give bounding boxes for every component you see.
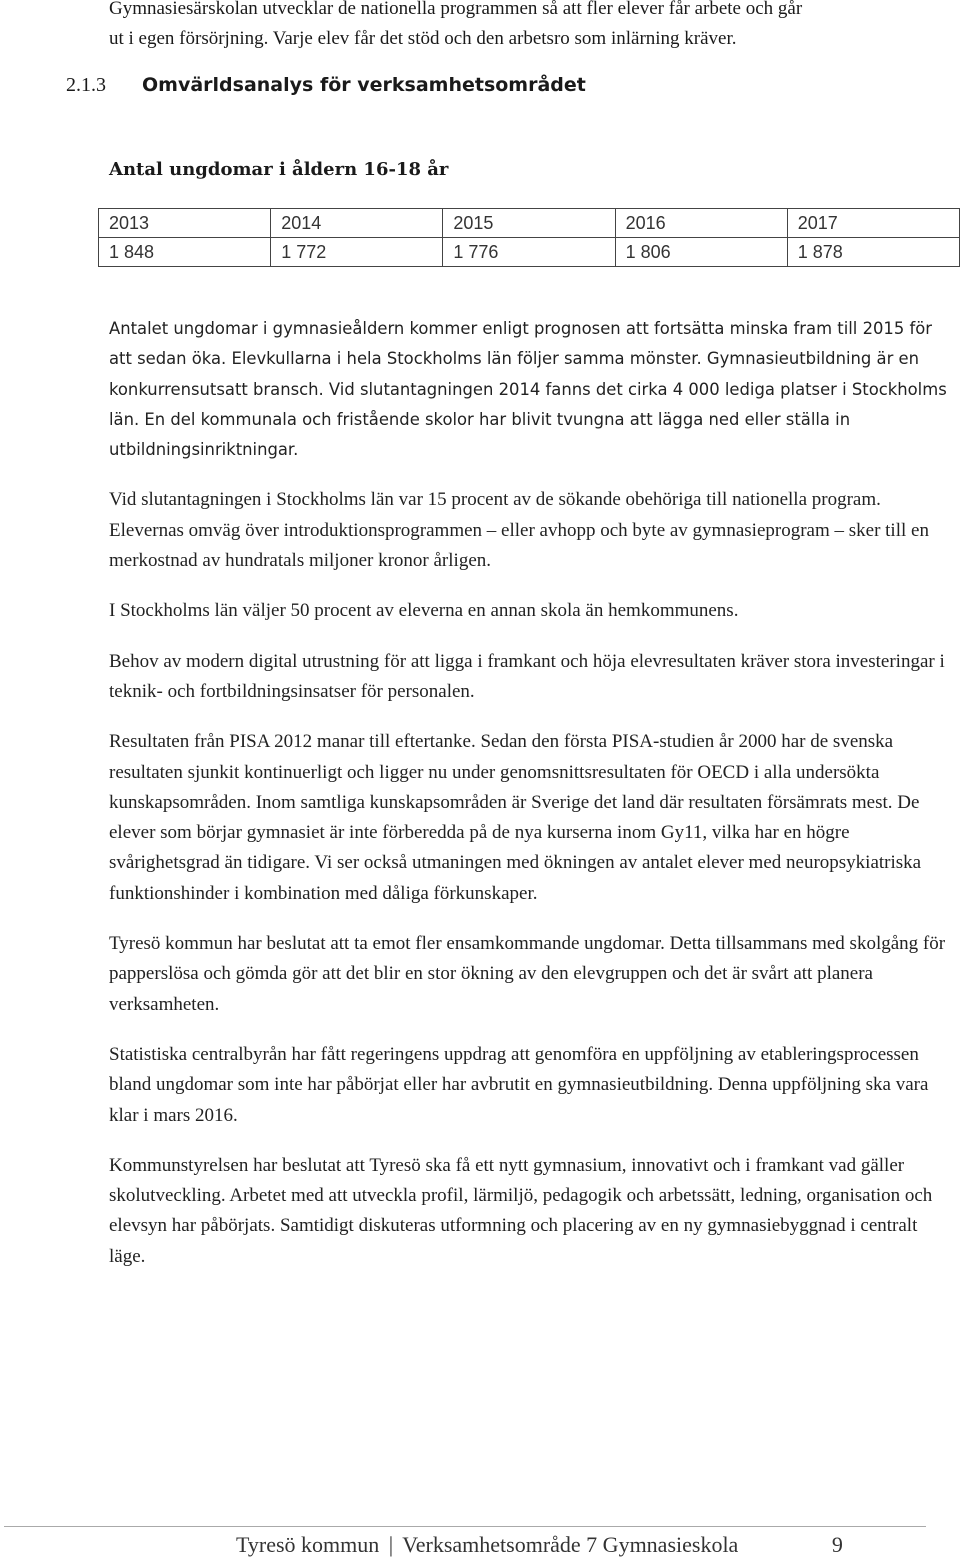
intro-paragraph: [109, 0, 939, 54]
year-cell: 2014: [271, 209, 443, 238]
table-header-row: [99, 209, 960, 238]
page-footer: [236, 1532, 843, 1558]
footer-area: Verksamhetsområde 7 Gymnasieskola: [402, 1532, 739, 1557]
table-caption: Antal ungdomar i åldern 16-18 år: [109, 159, 449, 180]
value-cell: 1 878: [787, 238, 959, 267]
paragraph-new-school: Kommunstyrelsen har beslutat att Tyresö ska få ett nytt gymnasium, innovativt och i framkant vad gäller skolutveckling. Arbetet med att utveckla profil, lärmiljö, pedagogik och arbetssätt, ledning, organisation och elevsyn har påbörjats. Samtidigt diskuteras utformning och placering av en ny gymnasiebyggnad i centralt läge.: [109, 1154, 933, 1267]
paragraph-population: Antalet ungdomar i gymnasieåldern kommer enligt prognosen att fortsätta minska fram till 2015 för att sedan öka. Elevkullarna i hela Stockholms län följer samma mönster. Gymnasieutbildning är en konkurrensutsatt bransch. Vid slutantagningen 2014 fanns det cirka 4 000 lediga platser i Stockholms län. En del kommunala och fristående skolor har blivit tvungna att lägga ned eller ställa in utbildningsinriktningar.: [109, 319, 947, 460]
paragraph-scb: Statistiska centralbyrån har fått regeringens uppdrag att genomföra en uppföljning av etableringsprocessen bland ungdomar som inte har påbörjat eller har avbrutit en gymnasieutbildning. Denna uppföljning ska vara klar i mars 2016.: [109, 1043, 929, 1126]
footer-separator: |: [388, 1532, 394, 1557]
footer-divider: [4, 1526, 926, 1527]
youth-count-table: [98, 208, 960, 267]
year-cell: 2013: [99, 209, 271, 238]
body-text: [109, 314, 949, 1292]
table-row: [99, 238, 960, 267]
value-cell: 1 776: [443, 238, 615, 267]
value-cell: 1 806: [615, 238, 787, 267]
paragraph-eligibility: Vid slutantagningen i Stockholms län var 15 procent av de sökande obehöriga till nationella program. Elevernas omväg över introduktionsprogrammen – eller avhopp och byte av gymnasieprogram – sker till en merkostnad av hundratals miljoner kronor årligen.: [109, 489, 929, 572]
intro-line-2: ut i egen försörjning. Varje elev får det stöd och den arbetsro som inlärning kräver.: [109, 28, 737, 49]
paragraph-unaccompanied: Tyresö kommun har beslutat att ta emot fler ensamkommande ungdomar. Detta tillsammans med skolgång för papperslösa och gömda gör att det blir en stor ökning av den elevgruppen och det är svårt att planera verksamheten.: [109, 933, 946, 1015]
section-heading: [66, 74, 586, 97]
intro-line-1: Gymnasiesärskolan utvecklar de nationella programmen så att fler elever får arbete och går: [109, 0, 803, 19]
year-cell: 2016: [615, 209, 787, 238]
section-number: 2.1.3: [66, 74, 106, 96]
value-cell: 1 848: [99, 238, 271, 267]
paragraph-school-choice: I Stockholms län väljer 50 procent av eleverna en annan skola än hemkommunens.: [109, 600, 739, 622]
year-cell: 2015: [443, 209, 615, 238]
value-cell: 1 772: [271, 238, 443, 267]
paragraph-digital: Behov av modern digital utrustning för att ligga i framkant och höja elevresultaten kräver stora investeringar i teknik- och fortbildningsinsatser för personalen.: [109, 650, 945, 702]
section-title: Omvärldsanalys för verksamhetsområdet: [142, 74, 586, 96]
year-cell: 2017: [787, 209, 959, 238]
footer-org: Tyresö kommun: [236, 1532, 380, 1557]
page-number: 9: [831, 1532, 843, 1557]
paragraph-pisa: Resultaten från PISA 2012 manar till eftertanke. Sedan den första PISA-studien år 2000 har de svenska resultaten sjunkit kontinuerligt och ligger nu under genomsnittsresultaten för OECD i alla undersökta kunskapsområden. Inom samtliga kunskapsområden är Sverige det land där resultaten försämrats mest. De elever som börjar gymnasiet är inte förberedda på de nya kurserna inom Gy11, vilka har en högre svårighetsgrad än tidigare. Vi ser också utmaningen med ökningen av antalet elever med neuropsykiatriska funktionshinder i kombination med dåliga förkunskaper.: [109, 731, 922, 904]
